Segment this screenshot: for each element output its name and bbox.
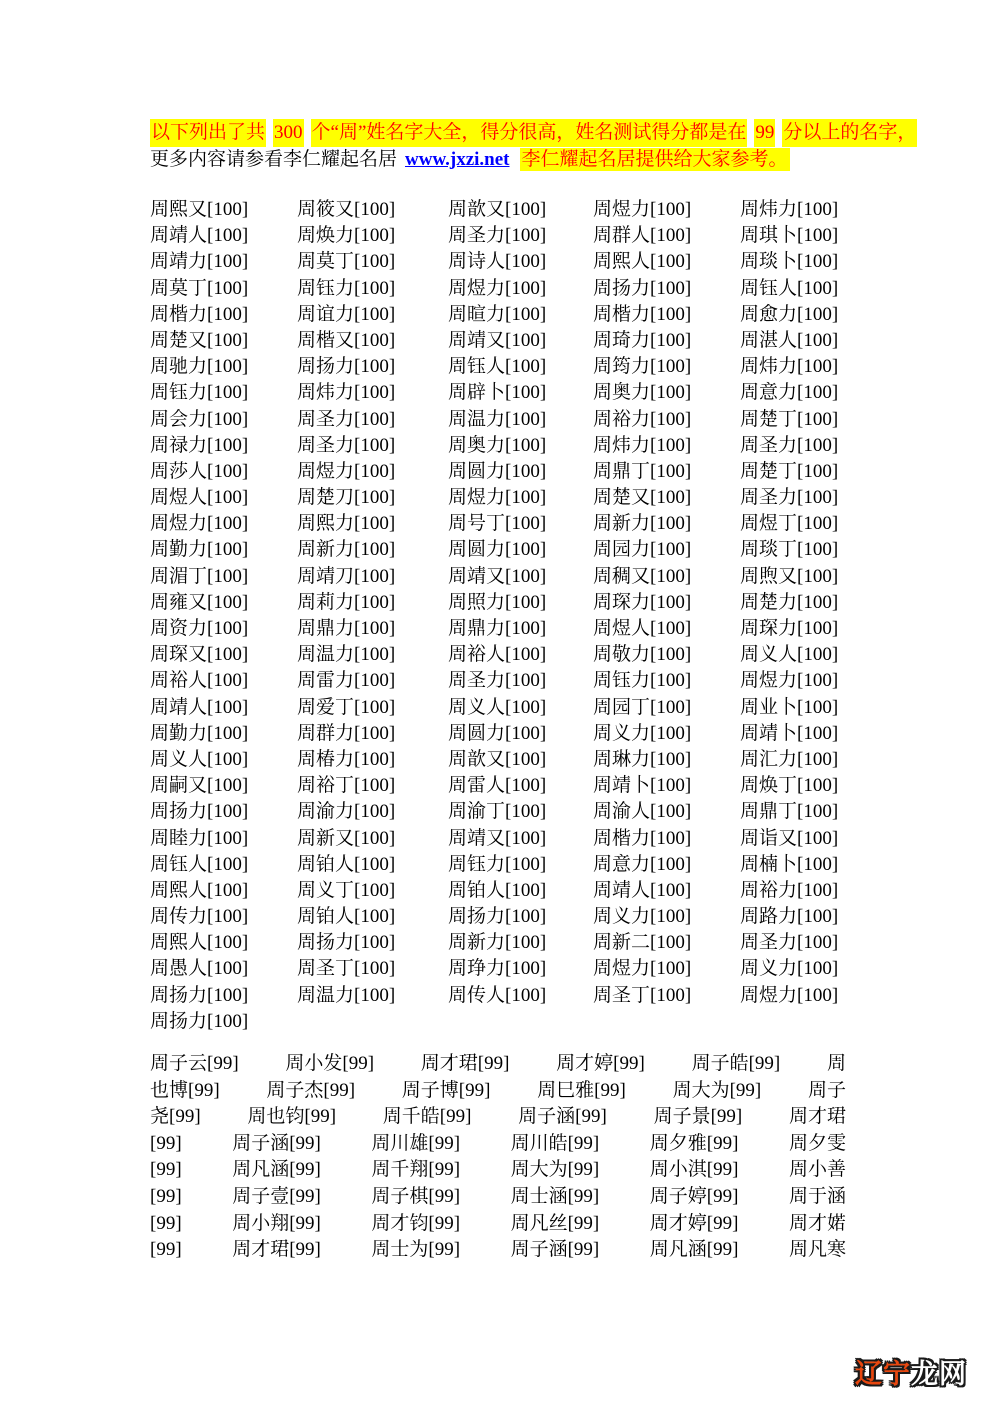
name-entry-100: 周煜力[100] [740, 984, 839, 1006]
name-entry-99: 周小善 [788, 1159, 846, 1181]
name-entry-99: 周小淇[99] [649, 1159, 739, 1181]
name-entry-100: 周煜力[100] [593, 199, 692, 220]
name-entry-100: 周熙人[100] [150, 879, 249, 901]
names-99-line [150, 1078, 846, 1105]
name-entry-100: 周琦力[100] [593, 329, 692, 351]
name-entry-100: 周铂人[100] [448, 879, 547, 901]
name-entry-100: 周奥力[100] [448, 434, 547, 456]
name-entry-100: 周路力[100] [740, 906, 839, 928]
name-entry-99: 周凡涵[99] [649, 1239, 739, 1261]
name-entry-100: 周裕人[100] [448, 644, 547, 666]
name-entry-100: 周钰力[100] [297, 277, 396, 299]
name-entry-100: 周圆力[100] [448, 539, 547, 561]
name-entry-99: 周也钧[99] [247, 1106, 337, 1128]
name-entry-100: 周煜丁[100] [740, 513, 839, 535]
name-entry-100: 周琤力[100] [448, 958, 547, 980]
name-entry-100: 周钰人[100] [740, 277, 839, 299]
name-entry-100: 周湛人[100] [740, 329, 839, 351]
name-entry-99: 周子博[99] [401, 1079, 491, 1101]
name-entry-99: 周才钧[99] [371, 1212, 461, 1234]
name-entry-100: 周钰人[100] [150, 853, 249, 875]
intro-line-2 [150, 147, 850, 173]
name-entry-100: 周裕力[100] [740, 879, 839, 901]
name-entry-99: 周夕雯 [788, 1132, 846, 1154]
names-99-line [150, 1237, 846, 1264]
name-entry-99: 周才珺[99] [232, 1239, 321, 1261]
name-entry-100: 周煜人[100] [593, 618, 692, 639]
name-entry-99: 周大为[99] [510, 1159, 600, 1181]
name-entry-100: 周钰力[100] [150, 382, 249, 404]
name-entry-100: 周渝人[100] [593, 801, 692, 823]
name-entry-100: 周圣力[100] [448, 225, 547, 247]
name-entry-100: 周湄丁[100] [150, 565, 249, 587]
name-entry-100: 周奥力[100] [593, 382, 692, 404]
name-entry-100: 周煜力[100] [448, 487, 547, 509]
name-entry-100: 周诗人[100] [448, 251, 547, 273]
name-entry-100: 周义力[100] [593, 906, 692, 928]
name-entry-100: 周炜力[100] [593, 434, 692, 456]
name-entry-100: 周圣力[100] [448, 670, 547, 692]
name-entry-100: 周号丁[100] [448, 513, 547, 535]
name-entry-100: 周熙人[100] [150, 932, 249, 954]
name-entry-100: 周扬力[100] [150, 1010, 249, 1032]
name-entry-100: 周靖刀[100] [297, 565, 396, 587]
name-entry-100: 周意力[100] [593, 853, 692, 875]
name-entry-100: 周炜力[100] [740, 199, 839, 220]
name-entry-100: 周嗣又[100] [150, 775, 249, 797]
watermark-text-liaoning: 辽宁 [855, 1359, 911, 1389]
name-entry-100: 周禄力[100] [150, 434, 249, 456]
name-entry-100: 周温力[100] [297, 984, 396, 1006]
name-entry-100: 周圣力[100] [740, 932, 839, 954]
name-entry-100: 周椿力[100] [297, 748, 396, 770]
name-entry-100: 周楚刀[100] [297, 487, 396, 509]
name-entry-100: 周琰卜[100] [740, 251, 839, 273]
name-entry-100: 周睦力[100] [150, 827, 249, 849]
name-entry-99: [99] [150, 1159, 182, 1181]
name-entry-100: 周传力[100] [150, 906, 249, 928]
name-entry-100: 周新力[100] [297, 539, 396, 561]
name-entry-100: 周煜力[100] [297, 460, 396, 482]
name-entry-100: 周雍又[100] [150, 591, 249, 613]
name-entry-99: 周子婷[99] [649, 1185, 739, 1207]
name-entry-100: 周煜力[100] [448, 277, 547, 299]
name-entry-100: 周靖卜[100] [740, 722, 839, 744]
name-entry-100: 周楷力[100] [150, 303, 249, 325]
name-entry-100: 周琪卜[100] [740, 225, 839, 247]
name-entry-99: 周子壹[99] [232, 1185, 321, 1207]
name-entry-100: 周莫丁[100] [297, 251, 396, 273]
name-entry-99: 周小翔[99] [232, 1212, 321, 1234]
name-entry-100: 周熙人[100] [593, 251, 692, 273]
name-entry-100: 周义人[100] [448, 696, 547, 718]
name-entry-100: 周圣丁[100] [297, 958, 396, 980]
names-99-line [150, 1157, 846, 1184]
name-entry-100: 周歆又[100] [448, 199, 547, 220]
name-entry-99: 周才珺 [788, 1106, 846, 1128]
name-entry-100: 周圣力[100] [740, 487, 839, 509]
intro-highlight-segment: 个“周”姓名字大全，得分很高，姓名测试得分都是在 [311, 119, 748, 147]
name-entry-99: 周 [826, 1053, 846, 1074]
name-entry-100: 周楷力[100] [593, 827, 692, 849]
name-entry-100: 周业卜[100] [740, 696, 839, 718]
name-entry-100: 周莉力[100] [297, 591, 396, 613]
names-list-100 [150, 197, 850, 1035]
name-entry-100: 周暄力[100] [448, 303, 547, 325]
website-link[interactable]: www.jxzi.net [405, 149, 510, 170]
names-list-99 [150, 1051, 846, 1264]
name-entry-100: 周爱丁[100] [297, 696, 396, 718]
intro-paragraph [150, 119, 917, 173]
name-entry-100: 周炜力[100] [740, 356, 839, 378]
name-entry-100: 周群人[100] [593, 225, 692, 247]
name-entry-100: 周义人[100] [150, 748, 249, 770]
name-entry-99: 周千翔[99] [371, 1159, 461, 1181]
name-entry-99: 周巳雅[99] [537, 1079, 626, 1101]
name-entry-100: 周扬力[100] [297, 932, 396, 954]
name-entry-100: 周莫丁[100] [150, 277, 249, 299]
name-entry-100: 周园丁[100] [593, 696, 692, 718]
name-entry-100: 周裕丁[100] [297, 775, 396, 797]
name-entry-100: 周靖又[100] [448, 827, 547, 849]
name-entry-99: 周凡涵[99] [232, 1159, 321, 1181]
name-entry-99: 周才婷[99] [649, 1212, 739, 1234]
name-entry-100: 周雷人[100] [448, 775, 547, 797]
name-entry-99: 周子涵[99] [518, 1106, 607, 1128]
name-entry-100: 周谊力[100] [297, 303, 396, 325]
name-entry-100: 周新二[100] [593, 932, 692, 954]
name-entry-100: 周铂人[100] [297, 906, 396, 928]
names-99-line [150, 1184, 846, 1211]
names-99-line [150, 1104, 846, 1131]
name-entry-100: 周筠力[100] [593, 356, 692, 378]
name-entry-100: 周圣力[100] [740, 434, 839, 456]
name-entry-100: 周靖又[100] [448, 329, 547, 351]
name-entry-100: 周楚又[100] [593, 487, 692, 509]
name-entry-100: 周钰力[100] [448, 853, 547, 875]
name-entry-99: 周士为[99] [371, 1239, 461, 1261]
name-entry-100: 周琛又[100] [150, 644, 249, 666]
name-entry-100: 周温力[100] [297, 644, 396, 666]
name-entry-100: 周照力[100] [448, 591, 547, 613]
name-entry-100: 周莎人[100] [150, 460, 249, 482]
intro-highlight-segment: 300 [273, 119, 304, 147]
names-99-line [150, 1131, 846, 1158]
name-entry-100: 周圆力[100] [448, 722, 547, 744]
name-entry-99: 周子云[99] [150, 1053, 239, 1074]
name-entry-100: 周传人[100] [448, 984, 547, 1006]
name-entry-99: 周川雄[99] [371, 1132, 461, 1154]
name-entry-100: 周琳力[100] [593, 748, 692, 770]
name-entry-100: 周靖人[100] [150, 225, 249, 247]
name-entry-100: 周扬力[100] [297, 356, 396, 378]
name-entry-100: 周义丁[100] [297, 879, 396, 901]
name-entry-100: 周焕力[100] [297, 225, 396, 247]
name-entry-99: 周凡寒 [788, 1239, 846, 1261]
intro-highlight-segment: 分以上的名字， [782, 119, 917, 147]
intro-highlight-segment: 以下列出了共 [150, 119, 266, 147]
name-entry-100: 周靖卜[100] [593, 775, 692, 797]
name-entry-100: 周敬力[100] [593, 644, 692, 666]
name-entry-100: 周琰丁[100] [740, 539, 839, 561]
name-entry-99: 周子涵[99] [510, 1239, 600, 1261]
name-entry-100: 周钰力[100] [593, 670, 692, 692]
name-entry-99: [99] [150, 1239, 182, 1261]
name-entry-100: 周意力[100] [740, 382, 839, 404]
name-entry-100: 周义力[100] [740, 958, 839, 980]
name-entry-100: 周靖人[100] [150, 696, 249, 718]
name-entry-100: 周鼎力[100] [448, 618, 547, 639]
name-entry-99: 周川皓[99] [510, 1132, 600, 1154]
name-entry-100: 周熙又[100] [150, 199, 249, 220]
name-entry-99: 周才婷[99] [556, 1053, 645, 1074]
name-entry-99: 周子皓[99] [691, 1053, 781, 1074]
name-entry-100: 周勤力[100] [150, 539, 249, 561]
name-entry-99: 周才珺[99] [420, 1053, 510, 1074]
name-entry-99: 周子 [807, 1079, 846, 1101]
name-entry-99: 周士涵[99] [510, 1185, 600, 1207]
name-entry-100: 周鼎丁[100] [740, 801, 839, 823]
name-entry-100: 周楷又[100] [297, 329, 396, 351]
name-entry-100: 周炜力[100] [297, 382, 396, 404]
name-entry-99: 周子景[99] [653, 1106, 743, 1128]
name-entry-100: 周煜力[100] [593, 958, 692, 980]
name-entry-100: 周汇力[100] [740, 748, 839, 770]
name-entry-99: [99] [150, 1132, 182, 1154]
name-entry-100: 周煜人[100] [150, 487, 249, 509]
name-entry-100: 周会力[100] [150, 408, 249, 430]
name-entry-100: 周鼎力[100] [297, 618, 396, 639]
name-entry-99: 周凡丝[99] [510, 1212, 600, 1234]
name-entry-100: 周扬力[100] [448, 906, 547, 928]
name-entry-99: 周千皓[99] [382, 1106, 472, 1128]
name-entry-100: 周靖人[100] [593, 879, 692, 901]
name-entry-100: 周勤力[100] [150, 722, 249, 744]
name-entry-100: 周楚力[100] [740, 591, 839, 613]
name-entry-100: 周靖力[100] [150, 251, 249, 273]
name-entry-100: 周愚人[100] [150, 958, 249, 980]
name-entry-100: 周义力[100] [593, 722, 692, 744]
name-entry-100: 周圣力[100] [297, 434, 396, 456]
intro-line-1 [150, 119, 917, 147]
name-entry-99: [99] [150, 1212, 182, 1234]
name-entry-100: 周煦又[100] [740, 565, 839, 587]
name-entry-99: 周才婼 [788, 1212, 846, 1234]
name-entry-100: 周焕丁[100] [740, 775, 839, 797]
name-entry-99: 周小发[99] [285, 1053, 375, 1074]
intro-line2-text: 更多内容请参看李仁耀起名居 [150, 149, 398, 170]
name-entry-100: 周扬力[100] [593, 277, 692, 299]
name-entry-100: 周稠又[100] [593, 565, 692, 587]
name-entry-99: [99] [150, 1185, 182, 1207]
name-entry-99: 也博[99] [150, 1079, 220, 1101]
name-entry-100: 周资力[100] [150, 618, 249, 639]
name-entry-100: 周熙力[100] [297, 513, 396, 535]
name-entry-100: 周雷力[100] [297, 670, 396, 692]
name-entry-100: 周靖又[100] [448, 565, 547, 587]
name-entry-100: 周楚又[100] [150, 329, 249, 351]
name-entry-100: 周铂人[100] [297, 853, 396, 875]
name-entry-100: 周琛力[100] [740, 618, 839, 639]
site-watermark [855, 1352, 967, 1391]
name-entry-100: 周辟卜[100] [448, 382, 547, 404]
name-entry-100: 周楠卜[100] [740, 853, 839, 875]
name-entry-100: 周新力[100] [593, 513, 692, 535]
watermark-text-longwang: 龙网 [911, 1359, 967, 1389]
name-entry-100: 周温力[100] [448, 408, 547, 430]
name-entry-100: 周筱又[100] [297, 199, 396, 220]
name-entry-100: 周诣又[100] [740, 827, 839, 849]
name-entry-100: 周鼎丁[100] [593, 460, 692, 482]
name-entry-100: 周琛力[100] [593, 591, 692, 613]
intro-line2-highlight: 李仁耀起名居提供给大家参考。 [521, 149, 788, 170]
name-entry-99: 尧[99] [150, 1106, 201, 1128]
name-entry-100: 周驰力[100] [150, 356, 249, 378]
name-entry-100: 周扬力[100] [150, 801, 249, 823]
name-entry-100: 周愈力[100] [740, 303, 839, 325]
name-entry-100: 周扬力[100] [150, 984, 249, 1006]
intro-highlight-segment: 99 [754, 119, 775, 147]
name-entry-100: 周裕人[100] [150, 670, 249, 692]
names-99-line [150, 1211, 846, 1238]
name-entry-100: 周圣丁[100] [593, 984, 692, 1006]
name-entry-100: 周楚丁[100] [740, 460, 839, 482]
name-entry-99: 周子涵[99] [232, 1132, 321, 1154]
names-99-line [150, 1051, 846, 1078]
name-entry-100: 周煜力[100] [740, 670, 839, 692]
name-entry-100: 周楷力[100] [593, 303, 692, 325]
name-entry-100: 周楚丁[100] [740, 408, 839, 430]
name-entry-99: 周子杰[99] [266, 1079, 356, 1101]
name-entry-99: 周大为[99] [672, 1079, 762, 1101]
name-entry-100: 周裕力[100] [593, 408, 692, 430]
name-entry-100: 周钰人[100] [448, 356, 547, 378]
name-entry-100: 周群力[100] [297, 722, 396, 744]
name-entry-99: 周夕雅[99] [649, 1132, 739, 1154]
name-entry-99: 周子棋[99] [371, 1185, 461, 1207]
name-entry-100: 周圆力[100] [448, 460, 547, 482]
name-entry-100: 周园力[100] [593, 539, 692, 561]
name-entry-99: 周于涵 [788, 1185, 846, 1207]
name-entry-100: 周渝力[100] [297, 801, 396, 823]
name-entry-100: 周新力[100] [448, 932, 547, 954]
name-entry-100: 周歆又[100] [448, 748, 547, 770]
name-entry-100: 周义人[100] [740, 644, 839, 666]
name-entry-100: 周渝丁[100] [448, 801, 547, 823]
name-entry-100: 周新又[100] [297, 827, 396, 849]
name-entry-100: 周煜力[100] [150, 513, 249, 535]
name-entry-100: 周圣力[100] [297, 408, 396, 430]
